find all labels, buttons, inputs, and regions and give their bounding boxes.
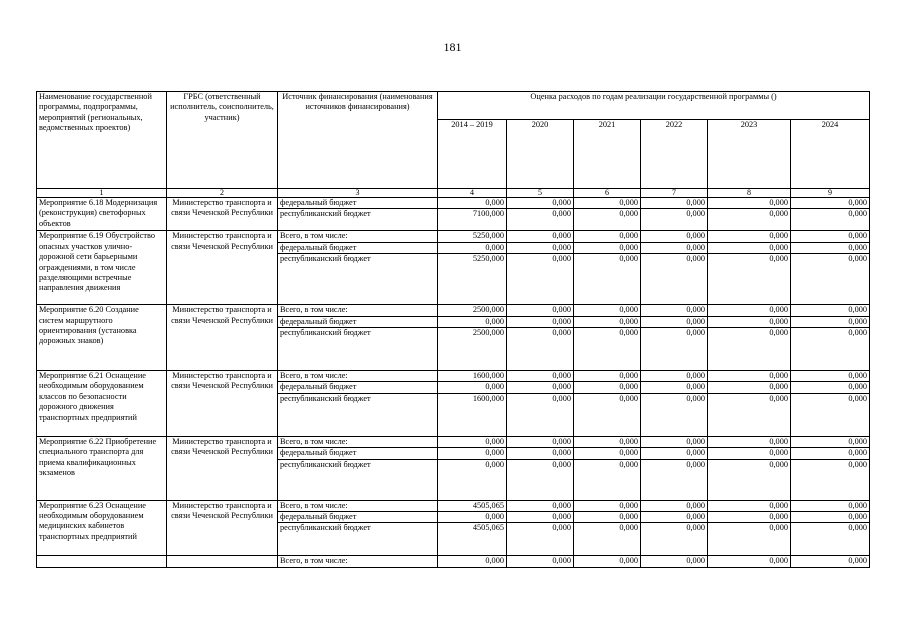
amount-cell: 0,000 <box>641 500 708 511</box>
amount-cell: 2500,000 <box>438 328 507 371</box>
amount-cell: 0,000 <box>641 371 708 382</box>
funding-source-cell: Всего, в том числе: <box>278 436 438 447</box>
amount-cell: 0,000 <box>507 500 574 511</box>
amount-cell: 0,000 <box>574 316 641 327</box>
column-number: 6 <box>574 189 641 198</box>
amount-cell: 0,000 <box>708 500 791 511</box>
amount-cell: 0,000 <box>438 316 507 327</box>
amount-cell: 0,000 <box>791 254 870 305</box>
budget-table <box>36 91 870 568</box>
amount-cell: 0,000 <box>791 328 870 371</box>
amount-cell: 0,000 <box>574 448 641 459</box>
table-body <box>37 198 870 568</box>
amount-cell: 0,000 <box>641 512 708 523</box>
amount-cell: 0,000 <box>791 436 870 447</box>
amount-cell: 0,000 <box>641 556 708 567</box>
column-number: 7 <box>641 189 708 198</box>
funding-source-cell: Всего, в том числе: <box>278 556 438 567</box>
funding-source-cell: республиканский бюджет <box>278 254 438 305</box>
amount-cell: 0,000 <box>507 316 574 327</box>
amount-cell: 0,000 <box>708 459 791 500</box>
amount-cell: 0,000 <box>791 512 870 523</box>
amount-cell: 0,000 <box>574 242 641 253</box>
amount-cell: 0,000 <box>641 254 708 305</box>
funding-source-cell: Всего, в том числе: <box>278 305 438 316</box>
activity-name-cell <box>37 556 167 567</box>
funding-source-cell: федеральный бюджет <box>278 382 438 393</box>
activity-name-cell: Мероприятие 6.22 Приобретение специального транспорта для приема квалификационных экзаменов <box>37 436 167 500</box>
amount-cell: 7100,000 <box>438 209 507 231</box>
amount-cell: 0,000 <box>438 198 507 209</box>
amount-cell: 0,000 <box>708 328 791 371</box>
column-number: 9 <box>791 189 870 198</box>
amount-cell: 0,000 <box>708 371 791 382</box>
amount-cell: 0,000 <box>708 242 791 253</box>
amount-cell: 0,000 <box>438 242 507 253</box>
funding-source-cell: республиканский бюджет <box>278 459 438 500</box>
amount-cell: 0,000 <box>708 436 791 447</box>
header-year: 2022 <box>641 120 708 189</box>
header-name: Наименование государственной программы, подпрограммы, мероприятий (региональных, ведомственных проектов) <box>37 92 167 189</box>
column-number: 3 <box>278 189 438 198</box>
amount-cell: 0,000 <box>574 436 641 447</box>
amount-cell: 0,000 <box>641 209 708 231</box>
amount-cell: 0,000 <box>574 512 641 523</box>
table-row <box>37 305 870 316</box>
amount-cell: 0,000 <box>438 459 507 500</box>
amount-cell: 0,000 <box>574 382 641 393</box>
amount-cell: 0,000 <box>708 512 791 523</box>
table-row <box>37 500 870 511</box>
amount-cell: 0,000 <box>708 556 791 567</box>
table-row <box>37 231 870 242</box>
amount-cell: 0,000 <box>507 556 574 567</box>
amount-cell: 0,000 <box>641 382 708 393</box>
amount-cell: 0,000 <box>507 448 574 459</box>
column-number: 4 <box>438 189 507 198</box>
amount-cell: 0,000 <box>641 448 708 459</box>
header-year: 2024 <box>791 120 870 189</box>
funding-source-cell: республиканский бюджет <box>278 393 438 436</box>
amount-cell: 0,000 <box>574 523 641 556</box>
amount-cell: 0,000 <box>641 436 708 447</box>
activity-name-cell: Мероприятие 6.23 Оснащение необходимым оборудованием медицинских кабинетов транспортных предприятий <box>37 500 167 556</box>
amount-cell: 0,000 <box>507 512 574 523</box>
amount-cell: 4505,065 <box>438 523 507 556</box>
funding-source-cell: Всего, в том числе: <box>278 371 438 382</box>
amount-cell: 0,000 <box>641 393 708 436</box>
amount-cell: 0,000 <box>708 231 791 242</box>
amount-cell: 0,000 <box>574 500 641 511</box>
header-year: 2014 – 2019 <box>438 120 507 189</box>
amount-cell: 0,000 <box>791 198 870 209</box>
amount-cell: 0,000 <box>708 198 791 209</box>
amount-cell: 0,000 <box>507 209 574 231</box>
amount-cell: 0,000 <box>507 254 574 305</box>
amount-cell: 0,000 <box>791 305 870 316</box>
column-number: 2 <box>167 189 278 198</box>
amount-cell: 0,000 <box>438 448 507 459</box>
amount-cell: 0,000 <box>791 316 870 327</box>
amount-cell: 0,000 <box>574 305 641 316</box>
amount-cell: 0,000 <box>641 316 708 327</box>
amount-cell: 0,000 <box>708 316 791 327</box>
grbs-cell: Министерство транспорта и связи Чеченской Республики <box>167 371 278 437</box>
grbs-cell: Министерство транспорта и связи Чеченской Республики <box>167 436 278 500</box>
header-source: Источник финансирования (наименования источников финансирования) <box>278 92 438 189</box>
amount-cell: 5250,000 <box>438 231 507 242</box>
amount-cell: 2500,000 <box>438 305 507 316</box>
grbs-cell: Министерство транспорта и связи Чеченской Республики <box>167 231 278 305</box>
column-number: 1 <box>37 189 167 198</box>
amount-cell: 0,000 <box>574 209 641 231</box>
page-number: 181 <box>443 40 462 54</box>
funding-source-cell: федеральный бюджет <box>278 512 438 523</box>
amount-cell: 0,000 <box>708 254 791 305</box>
funding-source-cell: федеральный бюджет <box>278 198 438 209</box>
funding-source-cell: республиканский бюджет <box>278 328 438 371</box>
grbs-cell <box>167 556 278 567</box>
amount-cell: 0,000 <box>574 459 641 500</box>
funding-source-cell: федеральный бюджет <box>278 448 438 459</box>
amount-cell: 0,000 <box>507 371 574 382</box>
amount-cell: 0,000 <box>507 242 574 253</box>
amount-cell: 0,000 <box>791 231 870 242</box>
amount-cell: 1600,000 <box>438 393 507 436</box>
amount-cell: 5250,000 <box>438 254 507 305</box>
amount-cell: 0,000 <box>791 556 870 567</box>
amount-cell: 0,000 <box>708 305 791 316</box>
table-row <box>37 198 870 209</box>
funding-source-cell: республиканский бюджет <box>278 209 438 231</box>
table-row <box>37 371 870 382</box>
funding-source-cell: Всего, в том числе: <box>278 231 438 242</box>
amount-cell: 0,000 <box>708 393 791 436</box>
amount-cell: 0,000 <box>791 393 870 436</box>
amount-cell: 0,000 <box>641 231 708 242</box>
column-number: 8 <box>708 189 791 198</box>
grbs-cell: Министерство транспорта и связи Чеченской Республики <box>167 500 278 556</box>
amount-cell: 0,000 <box>708 209 791 231</box>
funding-source-cell: республиканский бюджет <box>278 523 438 556</box>
activity-name-cell: Мероприятие 6.18 Модернизация (реконструкция) светофорных объектов <box>37 198 167 231</box>
header-row-top <box>37 92 870 120</box>
amount-cell: 0,000 <box>641 523 708 556</box>
amount-cell: 0,000 <box>641 328 708 371</box>
column-number-row <box>37 189 870 198</box>
amount-cell: 0,000 <box>791 209 870 231</box>
amount-cell: 0,000 <box>507 382 574 393</box>
amount-cell: 0,000 <box>641 242 708 253</box>
amount-cell: 0,000 <box>438 436 507 447</box>
amount-cell: 0,000 <box>507 436 574 447</box>
amount-cell: 0,000 <box>574 198 641 209</box>
amount-cell: 0,000 <box>574 393 641 436</box>
column-number: 5 <box>507 189 574 198</box>
amount-cell: 0,000 <box>708 382 791 393</box>
amount-cell: 0,000 <box>438 556 507 567</box>
funding-source-cell: Всего, в том числе: <box>278 500 438 511</box>
amount-cell: 0,000 <box>791 500 870 511</box>
amount-cell: 0,000 <box>708 448 791 459</box>
amount-cell: 0,000 <box>507 305 574 316</box>
header-grbs: ГРБС (ответственный исполнитель, соисполнитель, участник) <box>167 92 278 189</box>
grbs-cell: Министерство транспорта и связи Чеченской Республики <box>167 198 278 231</box>
amount-cell: 0,000 <box>791 448 870 459</box>
table-row <box>37 556 870 567</box>
activity-name-cell: Мероприятие 6.21 Оснащение необходимым оборудованием классов по безопасности дорожного движения транспортных предприятий <box>37 371 167 437</box>
activity-name-cell: Мероприятие 6.19 Обустройство опасных участков улично-дорожной сети барьерными ограждениями, в том числе разделяющими встречные направления движения <box>37 231 167 305</box>
amount-cell: 0,000 <box>641 459 708 500</box>
amount-cell: 0,000 <box>708 523 791 556</box>
table-row <box>37 436 870 447</box>
amount-cell: 0,000 <box>507 328 574 371</box>
amount-cell: 0,000 <box>507 459 574 500</box>
funding-source-cell: федеральный бюджет <box>278 316 438 327</box>
amount-cell: 0,000 <box>574 231 641 242</box>
header-estimate: Оценка расходов по годам реализации государственной программы () <box>438 92 870 120</box>
amount-cell: 1600,000 <box>438 371 507 382</box>
amount-cell: 0,000 <box>574 328 641 371</box>
amount-cell: 4505,065 <box>438 500 507 511</box>
amount-cell: 0,000 <box>791 459 870 500</box>
amount-cell: 0,000 <box>438 512 507 523</box>
grbs-cell: Министерство транспорта и связи Чеченской Республики <box>167 305 278 371</box>
header-year: 2020 <box>507 120 574 189</box>
funding-source-cell: федеральный бюджет <box>278 242 438 253</box>
header-year: 2021 <box>574 120 641 189</box>
amount-cell: 0,000 <box>641 198 708 209</box>
amount-cell: 0,000 <box>791 242 870 253</box>
amount-cell: 0,000 <box>507 393 574 436</box>
header-year: 2023 <box>708 120 791 189</box>
amount-cell: 0,000 <box>574 556 641 567</box>
amount-cell: 0,000 <box>641 305 708 316</box>
amount-cell: 0,000 <box>507 523 574 556</box>
amount-cell: 0,000 <box>574 254 641 305</box>
amount-cell: 0,000 <box>574 371 641 382</box>
amount-cell: 0,000 <box>791 382 870 393</box>
amount-cell: 0,000 <box>507 198 574 209</box>
amount-cell: 0,000 <box>791 371 870 382</box>
amount-cell: 0,000 <box>791 523 870 556</box>
amount-cell: 0,000 <box>507 231 574 242</box>
amount-cell: 0,000 <box>438 382 507 393</box>
activity-name-cell: Мероприятие 6.20 Создание систем маршрутного ориентирования (установка дорожных знаков) <box>37 305 167 371</box>
